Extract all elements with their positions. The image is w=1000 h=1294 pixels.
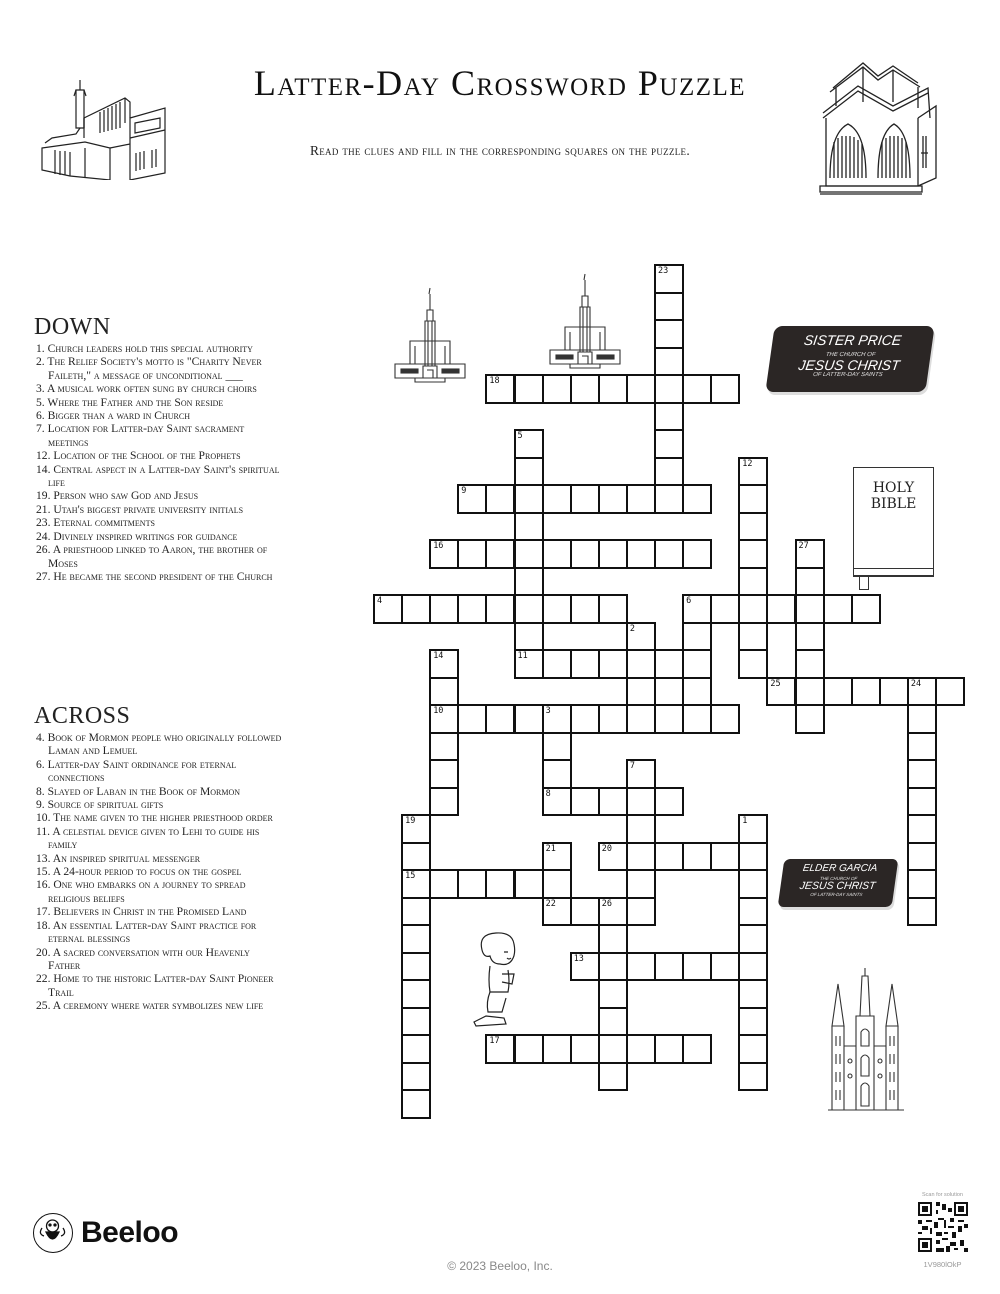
crossword-cell[interactable]: [682, 1034, 712, 1064]
crossword-cell[interactable]: [598, 484, 628, 514]
name-tag-line3: OF LATTER-DAY SAINTS: [812, 372, 883, 378]
crossword-cell[interactable]: [542, 732, 572, 762]
crossword-cell[interactable]: [429, 869, 459, 899]
crossword-cell[interactable]: [570, 594, 600, 624]
clue-across-18: 18. An essential Latter-day Saint practice for eternal blessings: [36, 918, 257, 946]
crossword-cell[interactable]: [626, 897, 656, 927]
bible-pages: [853, 568, 934, 577]
name-tag-line3: OF LATTER-DAY SAINTS: [809, 892, 863, 897]
crossword-cell[interactable]: [654, 429, 684, 459]
bee-icon: [33, 1213, 73, 1253]
crossword-cell[interactable]: [907, 732, 937, 762]
name-tag-line1: THE CHURCH OF: [825, 352, 876, 358]
crossword-cell[interactable]: [738, 952, 768, 982]
crossword-cell[interactable]: [485, 594, 515, 624]
crossword-cell[interactable]: [795, 622, 825, 652]
crossword-cell[interactable]: [598, 842, 628, 872]
clue-down-7: 7. Location for Latter-day Saint sacrament meetings: [36, 422, 245, 449]
crossword-cell[interactable]: [429, 787, 459, 817]
clue-number: 8: [545, 788, 551, 799]
crossword-cell[interactable]: [542, 787, 572, 817]
crossword-cell[interactable]: [598, 594, 628, 624]
crossword-cell[interactable]: [738, 484, 768, 514]
page-title: Latter-Day Crossword Puzzle: [253, 63, 747, 103]
crossword-cell[interactable]: [766, 677, 796, 707]
clue-across-17: 17. Believers in Christ in the Promised Land: [36, 905, 247, 919]
bookmark-icon: [859, 577, 869, 590]
clue-down-6: 6. Bigger than a ward in Church: [36, 409, 190, 423]
clue-number: 7: [629, 761, 636, 771]
clue-down-27: 27. He became the second president of the Church: [36, 569, 273, 583]
crossword-cell[interactable]: [626, 704, 656, 734]
crossword-cell[interactable]: [626, 539, 656, 569]
crossword-cell[interactable]: [570, 952, 600, 982]
clue-down-21: 21. Utah's biggest private university initials: [36, 502, 244, 516]
crossword-cell[interactable]: [654, 1034, 684, 1064]
clue-number: 25: [770, 678, 781, 689]
crossword-cell[interactable]: [429, 732, 459, 762]
crossword-cell[interactable]: [598, 1007, 628, 1037]
crossword-cell[interactable]: [570, 787, 600, 817]
crossword-cell[interactable]: [401, 1007, 431, 1037]
crossword-cell[interactable]: [514, 457, 544, 487]
crossword-cell[interactable]: [654, 374, 684, 404]
name-tag-name: SISTER PRICE: [802, 332, 903, 348]
crossword-cell[interactable]: [514, 484, 544, 514]
clue-number: 2: [629, 623, 636, 634]
holy-bible-illustration: [853, 467, 934, 577]
clue-across-20: 20. A sacred conversation with our Heavenly Father: [36, 945, 250, 972]
clue-number: 20: [601, 843, 613, 854]
crossword-cell[interactable]: [738, 512, 768, 542]
crossword-cell[interactable]: [598, 649, 628, 679]
name-tag-line1: THE CHURCH OF: [819, 876, 858, 881]
crossword-cell[interactable]: [935, 677, 965, 707]
crossword-cell[interactable]: [401, 842, 431, 872]
crossword-cell[interactable]: [682, 622, 712, 652]
crossword-cell[interactable]: [485, 1034, 515, 1064]
clue-number: 9: [461, 486, 467, 496]
crossword-cell[interactable]: [907, 897, 937, 927]
crossword-cell[interactable]: [738, 869, 768, 899]
crossword-cell[interactable]: [401, 869, 431, 899]
crossword-cell[interactable]: [598, 1034, 628, 1064]
crossword-cell[interactable]: [429, 677, 459, 707]
crossword-cell[interactable]: [542, 842, 572, 872]
crossword-cell[interactable]: [598, 374, 628, 404]
crossword-cell[interactable]: [738, 622, 768, 652]
crossword-cell[interactable]: [514, 594, 544, 624]
crossword-cell[interactable]: [542, 759, 572, 789]
crossword-cell[interactable]: [738, 814, 768, 844]
copyright-text: © 2023 Beeloo, Inc.: [447, 1259, 553, 1273]
clue-number: 3: [545, 706, 551, 716]
praying-child-illustration: [472, 930, 532, 1030]
crossword-cell[interactable]: [598, 1062, 628, 1092]
clue-across-9: 9. Source of spiritual gifts: [36, 798, 164, 812]
crossword-cell[interactable]: [570, 704, 600, 734]
temple-illustration-3: [826, 966, 906, 1112]
clue-across-8: 8. Slayed of Laban in the Book of Mormon: [36, 784, 241, 798]
beeloo-logo: [33, 1213, 178, 1253]
crossword-cell[interactable]: [654, 347, 684, 377]
clue-across-22: 22. Home to the historic Latter-day Saint Pioneer Trail: [36, 972, 274, 999]
crossword-cell[interactable]: [654, 264, 684, 294]
crossword-cell[interactable]: [738, 567, 768, 597]
name-tag-name: ELDER GARCIA: [802, 863, 879, 874]
crossword-cell[interactable]: [570, 484, 600, 514]
clue-across-13: 13. An inspired spiritual messenger: [36, 851, 201, 865]
crossword-cell[interactable]: [907, 787, 937, 817]
temple-illustration-1: [393, 286, 467, 386]
crossword-cell[interactable]: [626, 1034, 656, 1064]
crossword-cell[interactable]: [542, 649, 572, 679]
clue-number: 5: [517, 431, 523, 441]
crossword-cell[interactable]: [401, 979, 431, 1009]
crossword-cell[interactable]: [626, 374, 656, 404]
crossword-cell[interactable]: [738, 539, 768, 569]
crossword-cell[interactable]: [795, 539, 825, 569]
crossword-cell[interactable]: [907, 677, 937, 707]
crossword-cell[interactable]: [542, 704, 572, 734]
crossword-cell[interactable]: [570, 1034, 600, 1064]
crossword-cell[interactable]: [514, 704, 544, 734]
crossword-cell[interactable]: [401, 1062, 431, 1092]
clue-down-24: 24. Divinely inspired writings for guidance: [36, 529, 238, 543]
crossword-cell[interactable]: [654, 457, 684, 487]
crossword-cell[interactable]: [429, 759, 459, 789]
crossword-cell[interactable]: [738, 924, 768, 954]
crossword-cell[interactable]: [738, 594, 768, 624]
crossword-cell[interactable]: [429, 539, 459, 569]
crossword-cell[interactable]: [514, 539, 544, 569]
crossword-cell[interactable]: [738, 897, 768, 927]
crossword-cell[interactable]: [598, 952, 628, 982]
crossword-cell[interactable]: [879, 677, 909, 707]
crossword-cell[interactable]: [485, 374, 515, 404]
clue-number: 11: [517, 651, 528, 661]
clue-down-1: 1. Church leaders hold this special authority: [36, 342, 253, 355]
clue-number: 12: [742, 458, 753, 469]
crossword-cell[interactable]: [682, 842, 712, 872]
crossword-cell[interactable]: [823, 677, 853, 707]
crossword-cell[interactable]: [654, 539, 684, 569]
crossword-cell[interactable]: [738, 842, 768, 872]
across-heading: ACROSS: [34, 703, 131, 729]
crossword-cell[interactable]: [907, 869, 937, 899]
crossword-cell[interactable]: [795, 567, 825, 597]
crossword-cell[interactable]: [654, 649, 684, 679]
crossword-cell[interactable]: [401, 1089, 431, 1119]
crossword-cell[interactable]: [851, 594, 881, 624]
crossword-cell[interactable]: [401, 594, 431, 624]
clue-number: 13: [573, 953, 584, 964]
crossword-cell[interactable]: [514, 512, 544, 542]
clue-number: 17: [489, 1036, 500, 1046]
crossword-cell[interactable]: [654, 402, 684, 432]
crossword-cell[interactable]: [682, 649, 712, 679]
name-tag-line2: JESUS CHRIST: [797, 357, 901, 373]
crossword-cell[interactable]: [738, 1062, 768, 1092]
crossword-cell[interactable]: [738, 979, 768, 1009]
crossword-cell[interactable]: [429, 594, 459, 624]
crossword-cell[interactable]: [682, 594, 712, 624]
crossword-cell[interactable]: [485, 539, 515, 569]
crossword-cell[interactable]: [514, 567, 544, 597]
clue-number: 27: [798, 541, 809, 551]
clue-across-6: 6. Latter-day Saint ordinance for eternal connections: [36, 757, 237, 785]
clue-number: 19: [405, 816, 416, 826]
crossword-cell[interactable]: [766, 594, 796, 624]
crossword-cell[interactable]: [682, 704, 712, 734]
crossword-cell[interactable]: [654, 319, 684, 349]
crossword-cell[interactable]: [598, 979, 628, 1009]
crossword-cell[interactable]: [514, 649, 544, 679]
crossword-cell[interactable]: [738, 1007, 768, 1037]
crossword-cell[interactable]: [907, 759, 937, 789]
temple-illustration-2: [548, 272, 622, 372]
clue-down-19: 19. Person who saw God and Jesus: [36, 489, 199, 503]
clue-down-23: 23. Eternal commitments: [36, 516, 155, 530]
crossword-cell[interactable]: [907, 814, 937, 844]
clue-down-14: 14. Central aspect in a Latter-day Saint's spiritual life: [36, 462, 280, 490]
clue-across-15: 15. A 24-hour period to focus on the gospel: [36, 865, 242, 879]
crossword-cell[interactable]: [710, 374, 740, 404]
crossword-cell[interactable]: [626, 759, 656, 789]
crossword-cell[interactable]: [401, 814, 431, 844]
crossword-cell[interactable]: [401, 952, 431, 982]
clue-number: 4: [377, 596, 383, 606]
crossword-cell[interactable]: [457, 484, 487, 514]
crossword-cell[interactable]: [570, 539, 600, 569]
crossword-cell[interactable]: [795, 594, 825, 624]
crossword-cell[interactable]: [514, 374, 544, 404]
crossword-cell[interactable]: [598, 924, 628, 954]
clue-across-25: 25. A ceremony where water symbolizes new life: [36, 999, 264, 1013]
crossword-cell[interactable]: [710, 952, 740, 982]
crossword-cell[interactable]: [626, 649, 656, 679]
crossword-cell[interactable]: [654, 704, 684, 734]
clue-number: 24: [910, 678, 922, 689]
crossword-cell[interactable]: [626, 952, 656, 982]
qr-code-icon[interactable]: [918, 1202, 968, 1252]
crossword-cell[interactable]: [795, 704, 825, 734]
clue-number: 15: [405, 871, 416, 881]
crossword-cell[interactable]: [570, 649, 600, 679]
brand-name: Beeloo: [81, 1216, 179, 1249]
crossword-cell[interactable]: [654, 787, 684, 817]
clue-number: 23: [658, 266, 669, 276]
crossword-cell[interactable]: [710, 842, 740, 872]
clue-across-4: 4. Book of Mormon people who originally followed Laman and Lemuel: [36, 731, 282, 758]
crossword-cell[interactable]: [598, 897, 628, 927]
crossword-cell[interactable]: [626, 677, 656, 707]
crossword-cell[interactable]: [401, 897, 431, 927]
clue-number: 26: [601, 898, 613, 909]
crossword-cell[interactable]: [542, 539, 572, 569]
crossword-cell[interactable]: [457, 869, 487, 899]
crossword-cell[interactable]: [542, 594, 572, 624]
crossword-cell[interactable]: [710, 594, 740, 624]
crossword-cell[interactable]: [542, 484, 572, 514]
clue-number: 16: [433, 541, 444, 551]
crossword-cell[interactable]: [823, 594, 853, 624]
crossword-cell[interactable]: [514, 429, 544, 459]
crossword-cell[interactable]: [457, 704, 487, 734]
crossword-cell[interactable]: [626, 814, 656, 844]
crossword-cell[interactable]: [514, 869, 544, 899]
clue-number: 14: [433, 651, 444, 661]
clue-number: 22: [545, 898, 556, 909]
down-clues: [34, 314, 284, 583]
crossword-cell[interactable]: [626, 622, 656, 652]
clue-number: 6: [686, 596, 692, 606]
crossword-cell[interactable]: [682, 952, 712, 982]
crossword-cell[interactable]: [795, 649, 825, 679]
crossword-cell[interactable]: [626, 484, 656, 514]
crossword-cell[interactable]: [626, 869, 656, 899]
crossword-cell[interactable]: [514, 622, 544, 652]
crossword-cell[interactable]: [907, 704, 937, 734]
crossword-cell[interactable]: [401, 1034, 431, 1064]
crossword-cell[interactable]: [542, 897, 572, 927]
page-subtitle: Read the clues and fill in the corresponding squares on the puzzle.: [309, 143, 691, 158]
clue-number: 1: [742, 816, 748, 826]
qr-label: Scan for solution: [922, 1192, 963, 1198]
crossword-cell[interactable]: [429, 649, 459, 679]
crossword-cell[interactable]: [682, 677, 712, 707]
clue-across-11: 11. A celestial device given to Lehi to guide his family: [36, 824, 260, 852]
crossword-cell[interactable]: [654, 484, 684, 514]
crossword-cell[interactable]: [373, 594, 403, 624]
name-tag-elder-garcia: [778, 859, 899, 907]
crossword-cell[interactable]: [514, 1034, 544, 1064]
clue-down-26: 26. A priesthood linked to Aaron, the brother of Moses: [36, 543, 268, 570]
building-illustration-left: [40, 78, 190, 180]
name-tag-sister-price: [765, 326, 934, 392]
down-heading: DOWN: [34, 314, 111, 340]
crossword-cell[interactable]: [851, 677, 881, 707]
crossword-cell[interactable]: [542, 869, 572, 899]
clue-down-5: 5. Where the Father and the Son reside: [36, 395, 224, 409]
clue-down-12: 12. Location of the School of the Prophets: [36, 449, 241, 463]
clue-across-16: 16. One who embarks on a journey to spread religious beliefs: [36, 878, 246, 905]
crossword-cell[interactable]: [457, 594, 487, 624]
crossword-cell[interactable]: [682, 484, 712, 514]
crossword-cell[interactable]: [682, 539, 712, 569]
crossword-cell[interactable]: [682, 374, 712, 404]
crossword-cell[interactable]: [654, 842, 684, 872]
crossword-cell[interactable]: [401, 924, 431, 954]
clue-number: 21: [545, 843, 556, 854]
clue-down-3: 3. A musical work often sung by church choirs: [36, 382, 257, 396]
crossword-cell[interactable]: [738, 649, 768, 679]
crossword-cell[interactable]: [457, 539, 487, 569]
crossword-cell[interactable]: [626, 842, 656, 872]
crossword-cell[interactable]: [626, 787, 656, 817]
crossword-cell[interactable]: [738, 457, 768, 487]
crossword-cell[interactable]: [542, 374, 572, 404]
crossword-cell[interactable]: [598, 539, 628, 569]
crossword-cell[interactable]: [710, 704, 740, 734]
crossword-cell[interactable]: [485, 704, 515, 734]
bible-title-line1: HOLY: [872, 480, 915, 496]
building-illustration-right: [818, 58, 966, 198]
crossword-cell[interactable]: [429, 704, 459, 734]
name-tag-line2: JESUS CHRIST: [798, 880, 877, 892]
crossword-cell[interactable]: [738, 1034, 768, 1064]
qr-code-id: 1V980lOkP: [923, 1260, 962, 1269]
crossword-cell[interactable]: [654, 292, 684, 322]
clue-down-2: 2. The Relief Society's motto is "Charity Never Faileth," a message of unconditional ___: [36, 355, 262, 382]
crossword-cell[interactable]: [485, 869, 515, 899]
clue-number: 18: [489, 376, 500, 386]
bible-title-line2: BIBLE: [870, 496, 917, 512]
crossword-cell[interactable]: [570, 897, 600, 927]
crossword-cell[interactable]: [542, 1034, 572, 1064]
crossword-cell[interactable]: [654, 952, 684, 982]
crossword-cell[interactable]: [795, 677, 825, 707]
crossword-cell[interactable]: [907, 842, 937, 872]
across-clues: [34, 703, 284, 1013]
clue-number: 10: [433, 706, 444, 716]
crossword-cell[interactable]: [598, 787, 628, 817]
crossword-cell[interactable]: [598, 704, 628, 734]
crossword-cell[interactable]: [570, 374, 600, 404]
crossword-cell[interactable]: [485, 484, 515, 514]
crossword-cell[interactable]: [654, 677, 684, 707]
clue-across-10: 10. The name given to the higher priesthood order: [36, 811, 273, 825]
